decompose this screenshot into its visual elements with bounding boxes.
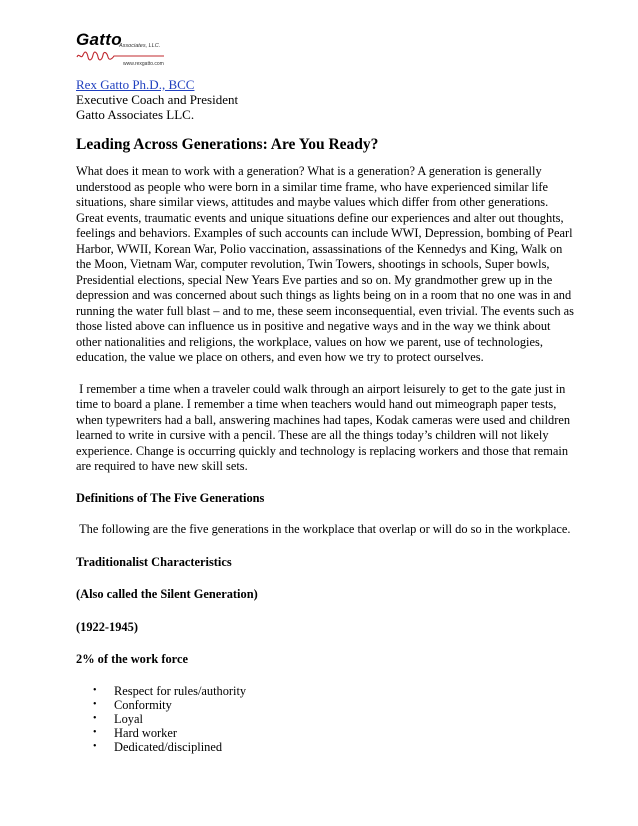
bullet-icon: •: [93, 726, 97, 738]
author-name-link[interactable]: Rex Gatto Ph.D., BCC: [76, 77, 195, 92]
list-item: [76, 740, 576, 754]
bullet-icon: •: [93, 698, 97, 710]
paragraph-memories-text: I remember a time when a traveler could walk through an airport leisurely to get to the gate just in time to board a plane. I remember a time when teachers would hand out mimeograph paper tests, when typewriters had a ball, answering machines had tapes, Kodak cameras were used and children learned to write in cursive with a pencil. These are all the things today’s children will not likely experience. Change is occurring quickly and technology is replacing workers and those that remain are required to have new skill sets.: [76, 381, 571, 473]
list-item: [76, 726, 576, 740]
heading-definitions: Definitions of The Five Generations: [76, 490, 265, 505]
list-item-text: Loyal: [114, 711, 143, 726]
list-item: [76, 712, 576, 726]
heading-years: (1922-1945): [76, 619, 138, 634]
logo-url: www.rexgatto.com: [123, 61, 164, 67]
heading-silent-generation: (Also called the Silent Generation): [76, 587, 258, 601]
list-item: [76, 684, 576, 698]
document-page: [76, 30, 576, 754]
list-item-text: Respect for rules/authority: [114, 683, 247, 698]
characteristics-list: [76, 684, 576, 754]
article-title: Leading Across Generations: Are You Ready?: [76, 136, 379, 153]
logo-associates-text: Associates, LLC.: [119, 43, 161, 49]
list-item-text: Dedicated/disciplined: [114, 739, 223, 754]
heading-workforce: 2% of the work force: [76, 652, 188, 666]
company-logo: [76, 30, 186, 72]
bullet-icon: •: [93, 740, 97, 752]
list-item-text: Hard worker: [114, 725, 177, 740]
heading-traditionalist: Traditionalist Characteristics: [76, 554, 232, 569]
paragraph-memories: [76, 382, 576, 475]
author-company: Gatto Associates LLC.: [76, 107, 195, 122]
list-item: [76, 698, 576, 712]
author-role: Executive Coach and President: [76, 92, 239, 107]
bullet-icon: •: [93, 712, 97, 724]
logo-signature-icon: [76, 51, 166, 61]
paragraph-intro: What does it mean to work with a generation? What is a generation? A generation is generally understood as people who were born in a similar time frame, who have experienced similar life situations, share similar views, attitudes and maybe values which differ from other generations. Great events, traumatic events and unique situations define our experiences and alter out thoughts, feelings and behaviors. Examples of such accounts can include WWI, Depression, bombing of Pearl Harbor, WWII, Korean War, Polio vaccination, assassinations of the Kennedys and King, Walk on the Moon, Vietnam War, computer revolution, Twin Towers, shootings in schools, Super bowls, Presidential elections, special New Years Eve parties and so on. My grandmother grew up in the depression and was concerned about such things as lights being on in a room that no one was in and running the water full blast – and to me, these seem inconsequential, even trivial. The events such as those listed above can influence us in positive and negative ways and in the way we think about other nationalities and religions, the workplace, values on how we parent, use of technologies, education, the value we place on others, and even how we try to protect ourselves.: [76, 164, 575, 364]
list-item-text: Conformity: [114, 697, 172, 712]
bullet-icon: •: [93, 684, 97, 696]
paragraph-five-generations-text: The following are the five generations in the workplace that overlap or will do so in the workplace.: [79, 522, 571, 536]
logo-wordmark: Gatto: [76, 30, 122, 49]
paragraph-five-generations: [76, 522, 576, 538]
